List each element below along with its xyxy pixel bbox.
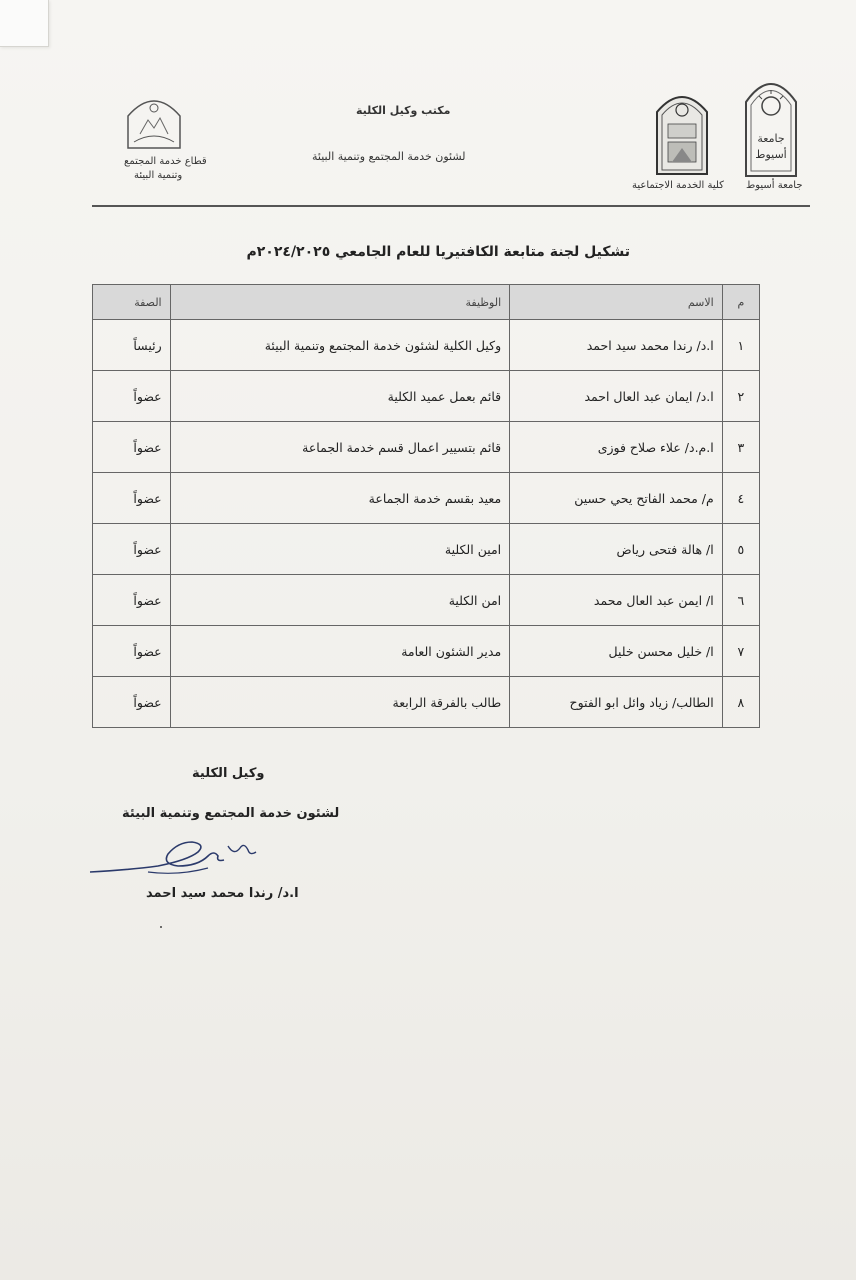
table-row <box>93 626 760 677</box>
row-num: ٧ <box>722 626 759 677</box>
row-num: ٤ <box>722 473 759 524</box>
table-row <box>93 320 760 371</box>
social-work-college-logo <box>654 86 710 176</box>
row-name: ا/ ايمن عبد العال محمد <box>510 575 723 626</box>
row-num: ٣ <box>722 422 759 473</box>
row-num: ٦ <box>722 575 759 626</box>
handwritten-signature <box>88 826 268 886</box>
stray-mark <box>160 926 162 928</box>
svg-text:جامعة: جامعة <box>757 132 785 145</box>
table-row <box>93 575 760 626</box>
university-caption: جامعة أسيوط <box>746 180 803 191</box>
header-role: الصفة <box>93 285 171 320</box>
row-role: عضواً <box>93 575 171 626</box>
row-name: م/ محمد الفاتح يحي حسين <box>510 473 723 524</box>
row-role: عضواً <box>93 524 171 575</box>
sector-caption-line1: قطاع خدمة المجتمع <box>124 156 207 167</box>
row-name: ا/ هالة فتحى رياض <box>510 524 723 575</box>
row-name: ا.د/ رندا محمد سيد احمد <box>510 320 723 371</box>
header-name: الاسم <box>510 285 723 320</box>
signatory-name: ا.د/ رندا محمد سيد احمد <box>146 886 299 901</box>
row-role: رئيساً <box>93 320 171 371</box>
row-role: عضواً <box>93 422 171 473</box>
row-name: ا.د/ ايمان عبد العال احمد <box>510 371 723 422</box>
office-title: مكتب وكيل الكلية <box>356 104 451 117</box>
table-header-row <box>93 285 760 320</box>
header-divider <box>92 205 810 207</box>
document-title: تشكيل لجنة متابعة الكافتيريا للعام الجامعي ٢٠٢٤/٢٠٢٥م <box>246 244 630 260</box>
table-row <box>93 422 760 473</box>
row-num: ٨ <box>722 677 759 728</box>
header-job: الوظيفة <box>170 285 510 320</box>
assiut-university-logo <box>742 72 800 178</box>
table-row <box>93 473 760 524</box>
row-name: ا/ خليل محسن خليل <box>510 626 723 677</box>
table-row <box>93 371 760 422</box>
row-role: عضواً <box>93 371 171 422</box>
row-role: عضواً <box>93 677 171 728</box>
community-service-sector-logo <box>122 90 186 152</box>
row-job: طالب بالفرقة الرابعة <box>170 677 510 728</box>
svg-text:أسيوط: أسيوط <box>755 148 787 161</box>
signatory-office: لشئون خدمة المجتمع وتنمية البيئة <box>122 806 340 821</box>
row-role: عضواً <box>93 473 171 524</box>
row-num: ١ <box>722 320 759 371</box>
committee-table <box>92 284 760 728</box>
row-num: ٥ <box>722 524 759 575</box>
row-name: ا.م.د/ علاء صلاح فوزى <box>510 422 723 473</box>
header-num: م <box>722 285 759 320</box>
row-job: وكيل الكلية لشئون خدمة المجتمع وتنمية البيئة <box>170 320 510 371</box>
row-job: معيد بقسم خدمة الجماعة <box>170 473 510 524</box>
row-job: امن الكلية <box>170 575 510 626</box>
row-name: الطالب/ زياد وائل ابو الفتوح <box>510 677 723 728</box>
row-job: امين الكلية <box>170 524 510 575</box>
row-job: قائم بعمل عميد الكلية <box>170 371 510 422</box>
college-caption: كلية الخدمة الاجتماعية <box>632 180 724 191</box>
table-row <box>93 677 760 728</box>
office-subtitle: لشئون خدمة المجتمع وتنمية البيئة <box>312 150 466 163</box>
row-num: ٢ <box>722 371 759 422</box>
row-job: مدير الشئون العامة <box>170 626 510 677</box>
signatory-title: وكيل الكلية <box>192 766 265 781</box>
sector-caption-line2: وتنمية البيئة <box>134 170 183 181</box>
folded-corner <box>0 0 49 47</box>
row-job: قائم بتسيير اعمال قسم خدمة الجماعة <box>170 422 510 473</box>
row-role: عضواً <box>93 626 171 677</box>
table-row <box>93 524 760 575</box>
